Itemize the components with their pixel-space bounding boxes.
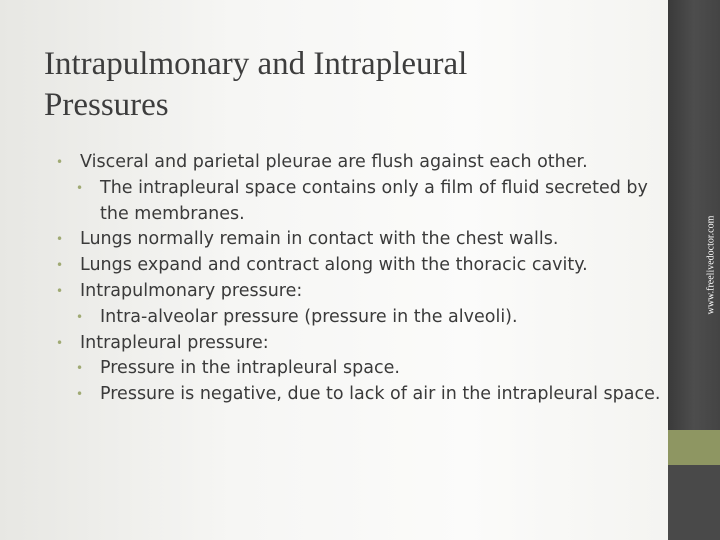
bullet-item bbox=[54, 227, 664, 253]
bullet-icon: • bbox=[56, 232, 64, 247]
bullet-icon: • bbox=[76, 361, 84, 376]
bullet-item bbox=[54, 331, 664, 357]
bullet-icon: • bbox=[56, 335, 64, 350]
slide-title bbox=[44, 44, 644, 126]
bullet-text: Lungs expand and contract along with the thoracic cavity. bbox=[80, 255, 588, 276]
bullet-text: The intrapleural space contains only a film of fluid secreted by the membranes. bbox=[100, 177, 648, 224]
bullet-item bbox=[54, 279, 664, 305]
bullet-icon: • bbox=[76, 180, 84, 195]
bullet-text: Lungs normally remain in contact with the chest walls. bbox=[80, 229, 559, 250]
watermark-text: www.freelivedoctor.com bbox=[705, 215, 717, 315]
bullet-icon: • bbox=[76, 387, 84, 402]
bullet-icon: • bbox=[56, 155, 64, 169]
sub-bullet-item bbox=[54, 176, 664, 228]
bullet-icon: • bbox=[56, 258, 64, 273]
sub-bullet-item bbox=[54, 356, 664, 382]
bullet-text: Intrapleural pressure: bbox=[80, 332, 269, 353]
bullet-text: Intrapulmonary pressure: bbox=[80, 280, 303, 301]
slide-title-line-2: Pressures bbox=[44, 87, 169, 123]
bullet-icon: • bbox=[56, 283, 64, 298]
sub-bullet-item bbox=[54, 382, 664, 408]
sidebar-accent-block bbox=[668, 430, 720, 465]
bullet-item bbox=[54, 150, 664, 176]
bullet-item bbox=[54, 253, 664, 279]
bullet-icon: • bbox=[76, 309, 84, 324]
bullet-text: Pressure in the intrapleural space. bbox=[100, 358, 400, 379]
sidebar-bottom-panel bbox=[668, 465, 720, 540]
bullet-text: Visceral and parietal pleurae are flush against each other. bbox=[80, 152, 588, 172]
sub-bullet-item bbox=[54, 305, 664, 331]
bullet-text: Intra-alveolar pressure (pressure in the alveoli). bbox=[100, 306, 518, 327]
slide-title-line-1: Intrapulmonary and Intrapleural bbox=[44, 46, 468, 82]
bullet-text: Pressure is negative, due to lack of air in the intrapleural space. bbox=[100, 384, 661, 405]
bullet-list bbox=[54, 150, 664, 408]
